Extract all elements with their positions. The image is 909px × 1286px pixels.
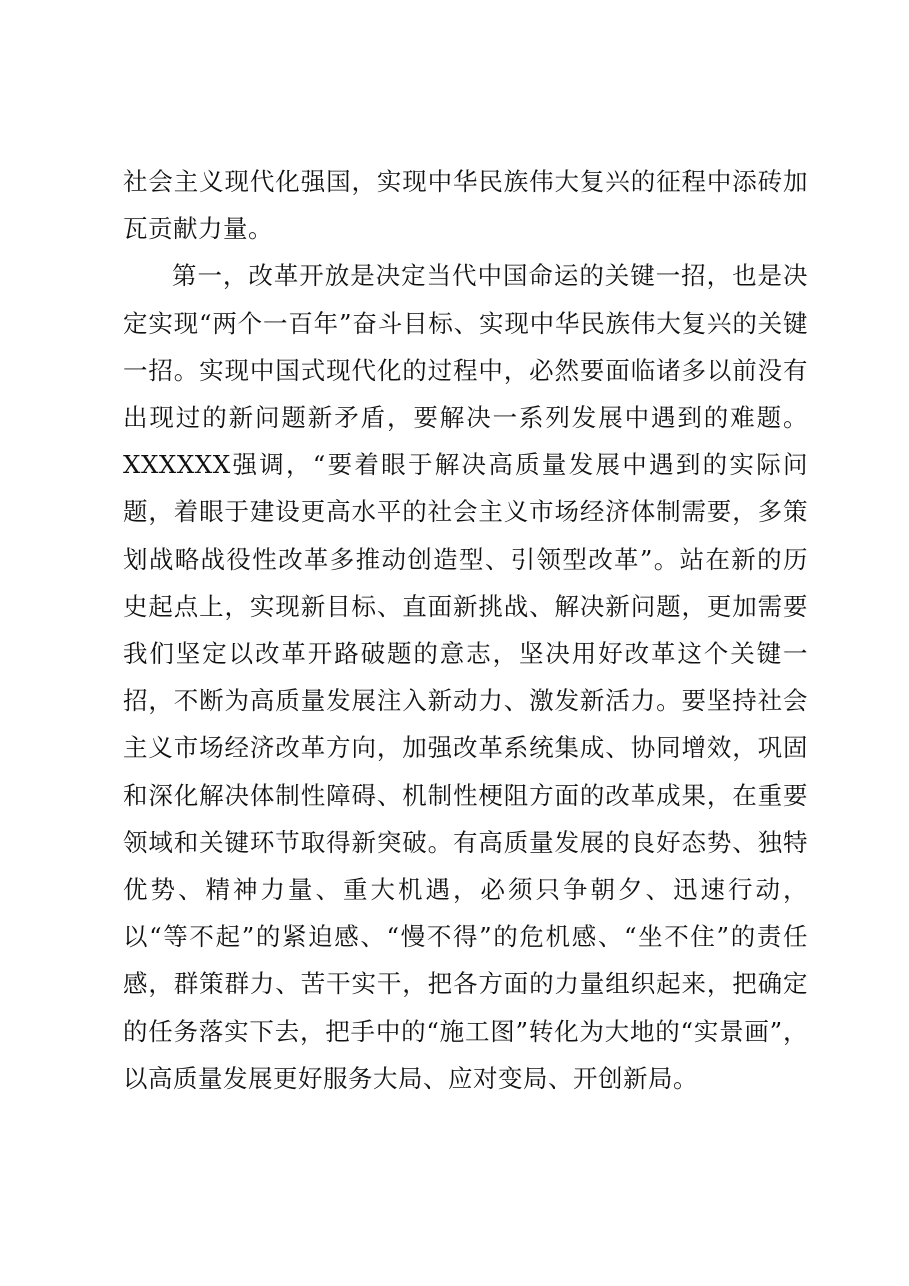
document-body xyxy=(123,158,808,1102)
paragraph-continuation: 社会主义现代化强国，实现中华民族伟大复兴的征程中添砖加瓦贡献力量。 xyxy=(123,167,808,244)
paragraph-point-one: 第一，改革开放是决定当代中国命运的关键一招，也是决定实现“两个一百年”奋斗目标、实现中华民族伟大复兴的关键一招。实现中国式现代化的过程中，必然要面临诸多以前没有出现过的新问题新矛盾，要解决一系列发展中遇到的难题。XXXXXX强调，“要着眼于解决高质量发展中遇到的实际问题，着眼于建设更高水平的社会主义市场经济体制需要，多策划战略战役性改革多推动创造型、引领型改革”。站在新的历史起点上，实现新目标、直面新挑战、解决新问题，更加需要我们坚定以改革开路破题的意志，坚决用好改革这个关键一招，不断为高质量发展注入新动力、激发新活力。要坚持社会主义市场经济改革方向，加强改革系统集成、协同增效，巩固和深化解决体制性障碍、机制性梗阻方面的改革成果，在重要领域和关键环节取得新突破。有高质量发展的良好态势、独特优势、精神力量、重大机遇，必须只争朝夕、迅速行动，以“等不起”的紧迫感、“慢不得”的危机感、“坐不住”的责任感，群策群力、苦干实干，把各方面的力量组织起来，把确定的任务落实下去，把手中的“施工图”转化为大地的“实景画”，以高质量发展更好服务大局、应对变局、开创新局。 xyxy=(123,261,808,1093)
